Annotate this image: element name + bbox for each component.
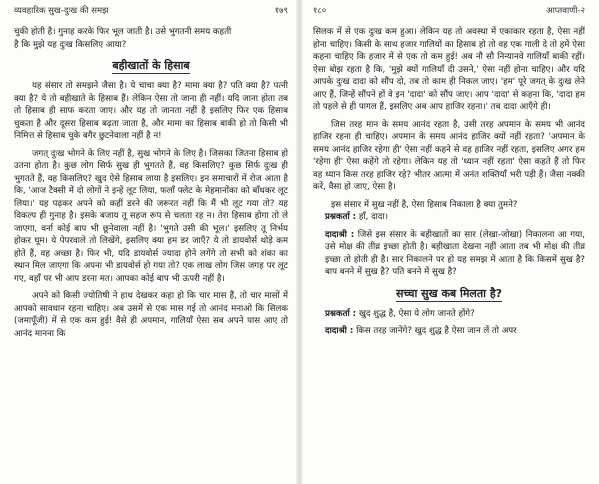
answer-2 xyxy=(313,325,585,338)
left-page xyxy=(0,0,296,484)
left-page-body xyxy=(14,26,288,340)
answer-1-text: जिसे इस संसार के बहीखातों का सार (लेखा-जोखा) निकालना आ गया, उसे मोक्ष की तीव्र इच्छा होती है। बहीखाता देखना नहीं आता तब भी मोक्ष की तीव्र इच्छा तो होती ही है। सार निकालने पर हो यह समझ में आता है कि किसमें सुख है? बाप बनने में सुख है? पति बनने में सुख है? xyxy=(325,229,586,277)
left-page-header xyxy=(14,4,288,20)
right-paragraph-1: सिलक में से एक दुःख कम हुआ। लेकिन यह तो अवस्था में एकाकार रहता है, ऐसा नहीं होना चाहिए। किसी के साथ हजार गालियों का हिसाब हो तो वह एक गाली दे तो हमें ऐसा कहना चाहिए कि हजार में से एक तो कम हुई! अब नौ सौ निन्यानवे गालियाँ बाकी रहीं। ऐसा बोझ रहता है कि, 'मुझे क्यों गालियाँ दी उसने,' ऐसा नहीं होना चाहिए। और यदि आपके दुःख दादा को सौंप दो, तब तो काम ही निकल जाए। 'हम' पूरे जगत् के दुःख लेने आए हैं, जिन्हें सौंपने हों वे इन 'दादा' को सौंप जाए। आप 'दादा' से कहना कि, 'दादा हम तो पहले से ही पागल हैं, इसलिए अब आप हाजिर रहना।' तब दादा आएँगे ही। xyxy=(313,27,585,112)
left-paragraph-1: यह संसार तो समझने जैसा है। ये चाचा क्या है? मामा क्या है? पति क्या है? पत्नी क्या है? ये तो बहीखाते के हिसाब हैं। लेकिन ऐसा तो जाना ही नहीं। यदि जाना होता तब तो हिसाब ही साफ करता जाए। और यह तो जानता नहीं है इसलिए फिर एक हिसाब चुकता है और दूसरा हिसाब बढ़ता जाता है, और मामा का हिसाब बाकी हो तो किसी भी निमित्त से हिसाब चुके बगैर छुटनेवाला नहीं है न! xyxy=(14,81,288,141)
left-page-number: १७९ xyxy=(274,6,288,16)
answer-1-speaker: दादाश्री : xyxy=(325,229,355,240)
question-1-speaker: प्रश्नकर्ता : xyxy=(325,212,357,222)
question-2-speaker: प्रश्नकर्ता : xyxy=(325,308,357,319)
left-running-title: व्यवहारिक सुख-दुःख की समझ xyxy=(14,6,109,16)
left-paragraph-3: अपने को किसी ज्योतिषी ने हाथ देखकर कहा हो कि चार मास हैं, तो चार मासों में आपको सावधान रहना चाहिए। अब उसमें से एक मास गई तो आनंद मनाओ कि सिलक (जमापूँजी) में से एक कम हुई! वैसे ही अपमान, गालियाँ ऐसा सब अपने पास आए तो आनंद मानना कि xyxy=(14,291,288,339)
right-page-header xyxy=(313,4,585,20)
right-page-number: १८० xyxy=(313,6,327,16)
right-section-heading: सच्चा सुख कब मिलता है? xyxy=(395,286,503,300)
question-2 xyxy=(313,308,585,321)
question-2-text: खुद शुद्ध है, ऐसा ये लोग जानते होंगे? xyxy=(358,308,475,319)
right-paragraph-3: इस संसार में सुख नहीं है, ऐसा हिसाब निकाला है क्या तुमने? xyxy=(331,199,518,210)
left-paragraph-2: जगत् दुःख भोगने के लिए नहीं है, सुख भोगने के लिए है। जिसका जितना हिसाब हो उतना होता है। कुछ लोग सिर्फ सुख ही भुगतते हैं, वह किसलिए? कुछ सिर्फ दुःख ही भुगतते हैं, वह किसलिए? खुद ऐसे हिसाब लाया है इसलिए। इन समाचारों में रोज आता है कि, 'आज टैक्सी में दो लोगों ने इन्हें लूट लिया, फलाँ फ्लेट के मेहमानोंका को बाँधकर लूट लिया।' यह पढ़कर अपने को कहीं डरने की जरूरत नहीं कि मैं भी लूट गया तो? यह विकल्प ही गुनाह है। इसके बजाय तू सहज रूप से चलता रह न। तेरा हिसाब होगा तो ले जाएगा, वर्ना कोई बाप भी छूनेवाला नहीं है। 'भुगते उसी की भूल।' इसलिए तू निर्भय होकर घूम। ये पेपरवाले तो लिखेंगे, इसलिए क्या हम डर जाएँ? ये तो डायवोर्स थोड़े कम होते हैं, वह अच्छा है। फिर भी, यदि डायवोर्स ज्यादा होने लगेंगे तो सभी को शंका का स्थान मिल जाएगा कि अपना भी डायवोर्स हो गया तो? एक लाख लोग जिस जगह पर लूट गए, वहाँ पर भी आप डरना मत। आपका कोई बाप भी ऊपरी नहीं है। xyxy=(14,148,288,284)
right-page-body xyxy=(313,26,585,338)
right-running-title: आप्तवाणी-२ xyxy=(546,6,585,16)
answer-2-text: किस तरह जानेंगे? खुद शुद्ध है ऐसा जान लें तो अपर xyxy=(356,326,517,336)
question-1-text: हाँ, दादा। xyxy=(358,212,388,222)
intro-line-2: है कि मुझे यह दुःख किसलिए आया? xyxy=(14,39,127,50)
intro-line-1: चुकी होती है। गुनाह करके फिर भूल जाती है। उसे भुगतनी समय कहती xyxy=(14,27,232,37)
right-page xyxy=(303,0,599,484)
left-section-heading: बहीखातों के हिसाब xyxy=(112,59,190,72)
book-gutter xyxy=(296,0,303,484)
answer-2-speaker: दादाश्री : xyxy=(325,326,354,336)
answer-1 xyxy=(313,229,585,279)
right-paragraph-2: जिस तरह मान के समय आनंद रहता है, उसी तरह अपमान के समय भी आनंद हाजिर रहना ही चाहिए। अपमान के समय आनंद हाजिर क्यों नहीं रहता? 'अपमान के समय आनंद हाजिर रहेगा ही' ऐसा नहीं कहने से वह हाजिर नहीं रहता, इसलिए अगर हम 'रहेगा ही' ऐसा कहेंगे तो रहेगा। लेकिन यह तो 'ध्यान नहीं रहता' ऐसा कहते हैं तो फिर वह ध्यान किस तरह हाजिर रहे? भीतर आत्मा में अनंत शक्तियाँ भरी पड़ी हैं। जैसा नक्की करें, वैसा हो जाए, ऐसा है। xyxy=(313,119,585,192)
question-1 xyxy=(313,211,585,224)
